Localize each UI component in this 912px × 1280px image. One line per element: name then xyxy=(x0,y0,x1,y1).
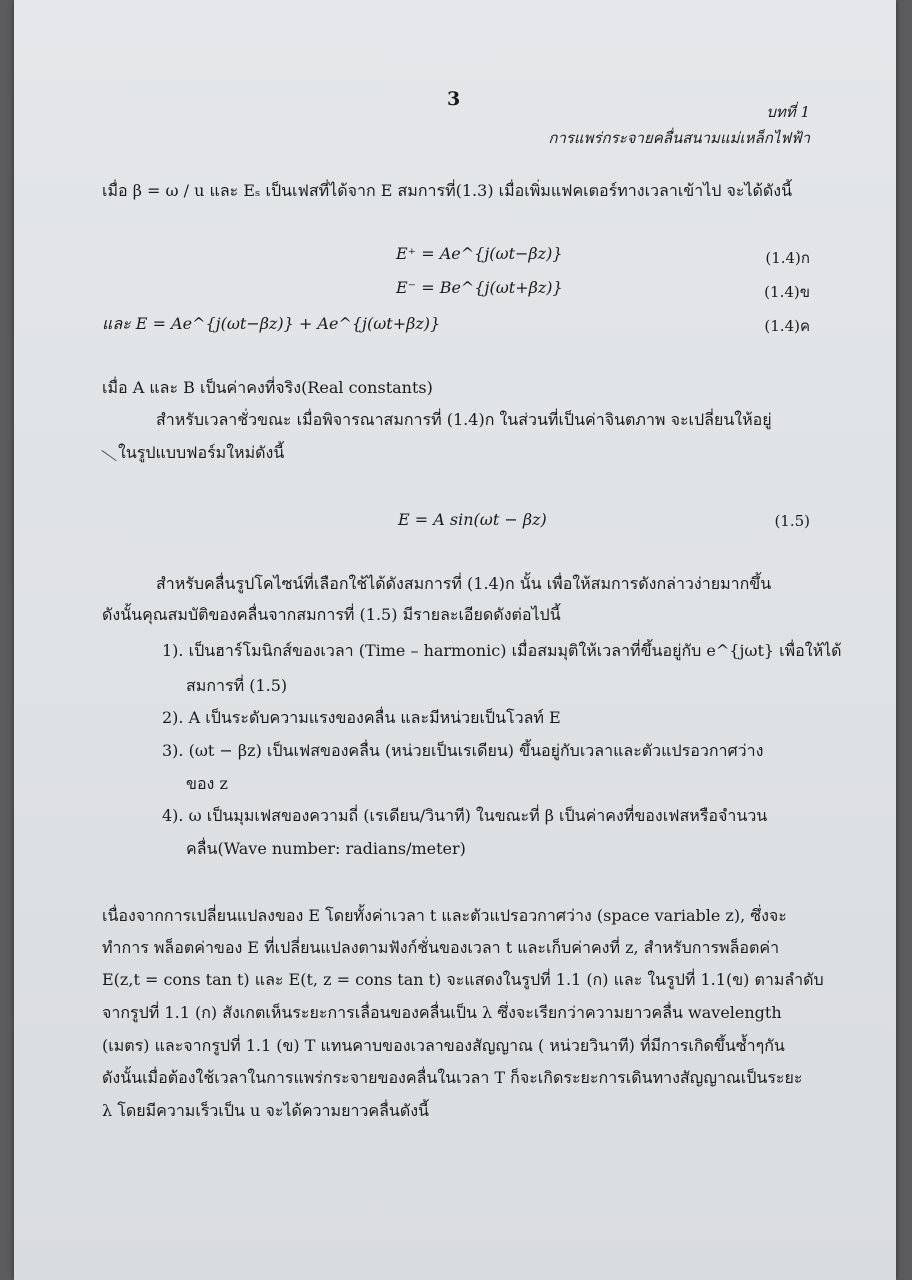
body-line-4: ในรูปแบบฟอร์มใหม่ดังนี้ xyxy=(118,443,285,462)
body-line-3: สำหรับเวลาชั่วขณะ เมื่อพิจารณาสมการที่ (1.4)ก ในส่วนที่เป็นค่าจินตภาพ จะเปลี่ยนให้อยู่ xyxy=(156,410,772,429)
chapter-label: บทที่ 1 xyxy=(766,103,810,121)
paragraph-line-4: จากรูปที่ 1.1 (ก) สังเกตเห็นระยะการเลื่อนของคลื่นเป็น λ ซึ่งจะเรียกว่าความยาวคลื่น wavelength xyxy=(102,1003,782,1022)
body-line-5: สำหรับคลื่นรูปโคไซน์ที่เลือกใช้ได้ดังสมการที่ (1.4)ก นั้น เพื่อให้สมการดังกล่าวง่ายมากขึ้น xyxy=(156,574,772,593)
paragraph-line-7: λ โดยมีความเร็วเป็น u จะได้ความยาวคลื่นดังนี้ xyxy=(102,1101,429,1120)
paragraph-line-2: ทำการ พล็อตค่าของ E ที่เปลี่ยนแปลงตามฟังก์ชั่นของเวลา t และเก็บค่าคงที่ z, สำหรับการพล็อตค่า xyxy=(102,938,780,957)
equation-number-1-5: (1.5) xyxy=(774,512,810,530)
pen-mark xyxy=(93,450,116,473)
list-item-1-cont: สมการที่ (1.5) xyxy=(186,676,288,695)
paragraph-line-6: ดังนั้นเมื่อต้องใช้เวลาในการแพร่กระจายของคลื่นในเวลา T ก็จะเกิดระยะการเดินทางสัญญาณเป็นระยะ xyxy=(102,1068,803,1087)
list-item-1: 1). เป็นฮาร์โมนิกส์ของเวลา (Time – harmonic) เมื่อสมมุติให้เวลาที่ขึ้นอยู่กับ e^{jωt} เพื่อให้ได้ xyxy=(162,641,842,660)
list-item-2: 2). A เป็นระดับความแรงของคลื่น และมีหน่วยเป็นโวลท์ E xyxy=(162,708,561,727)
equation-number-1-4c: (1.4)ค xyxy=(764,317,810,335)
equation-number-1-4b: (1.4)ข xyxy=(764,283,810,301)
body-line-2: เมื่อ A และ B เป็นค่าคงที่จริง(Real constants) xyxy=(102,378,433,397)
equation-1-4a: E⁺ = Ae^{j(ωt−βz)} xyxy=(396,244,563,263)
list-item-4-cont: คลื่น(Wave number: radians/meter) xyxy=(186,839,466,858)
equation-number-1-4a: (1.4)ก xyxy=(765,249,810,267)
body-line-1: เมื่อ β = ω / u และ Eₛ เป็นเฟสที่ได้จาก E สมการที่(1.3) เมื่อเพิ่มแฟคเตอร์ทางเวลาเข้าไป จะได้ดังนี้ xyxy=(102,181,793,200)
list-item-4: 4). ω เป็นมุมเฟสของความถี่ (เรเดียน/วินาที) ในขณะที่ β เป็นค่าคงที่ของเฟสหรือจำนวน xyxy=(162,806,768,825)
list-item-3: 3). (ωt − βz) เป็นเฟสของคลื่น (หน่วยเป็นเรเดียน) ขึ้นอยู่กับเวลาและตัวแปรอวกาศว่าง xyxy=(162,741,764,760)
list-item-3-cont: ของ z xyxy=(186,774,228,793)
body-line-6: ดังนั้นคุณสมบัติของคลื่นจากสมการที่ (1.5) มีรายละเอียดดังต่อไปนี้ xyxy=(102,605,561,624)
chapter-title: การแพร่กระจายคลื่นสนามแม่เหล็กไฟฟ้า xyxy=(548,129,810,147)
equation-1-4b: E⁻ = Be^{j(ωt+βz)} xyxy=(396,278,563,297)
equation-1-4c: และ E = Ae^{j(ωt−βz)} + Ae^{j(ωt+βz)} xyxy=(102,314,441,333)
paragraph-line-5: (เมตร) และจากรูปที่ 1.1 (ข) T แทนคาบของเวลาของสัญญาณ ( หน่วยวินาที) ที่มีการเกิดขึ้นซ้ำๆกัน xyxy=(102,1036,785,1055)
page-number: 3 xyxy=(447,88,461,110)
paragraph-line-3: E(z,t = cons tan t) และ E(t, z = cons tan t) จะแสดงในรูปที่ 1.1 (ก) และ ในรูปที่ 1.1(ข) ตามลำดับ xyxy=(102,970,824,989)
paragraph-line-1: เนื่องจากการเปลี่ยนแปลงของ E โดยทั้งค่าเวลา t และตัวแปรอวกาศว่าง (space variable z), ซึ่งจะ xyxy=(102,906,787,925)
equation-1-5: E = A sin(ωt − βz) xyxy=(398,510,547,529)
document-page xyxy=(14,0,896,1280)
